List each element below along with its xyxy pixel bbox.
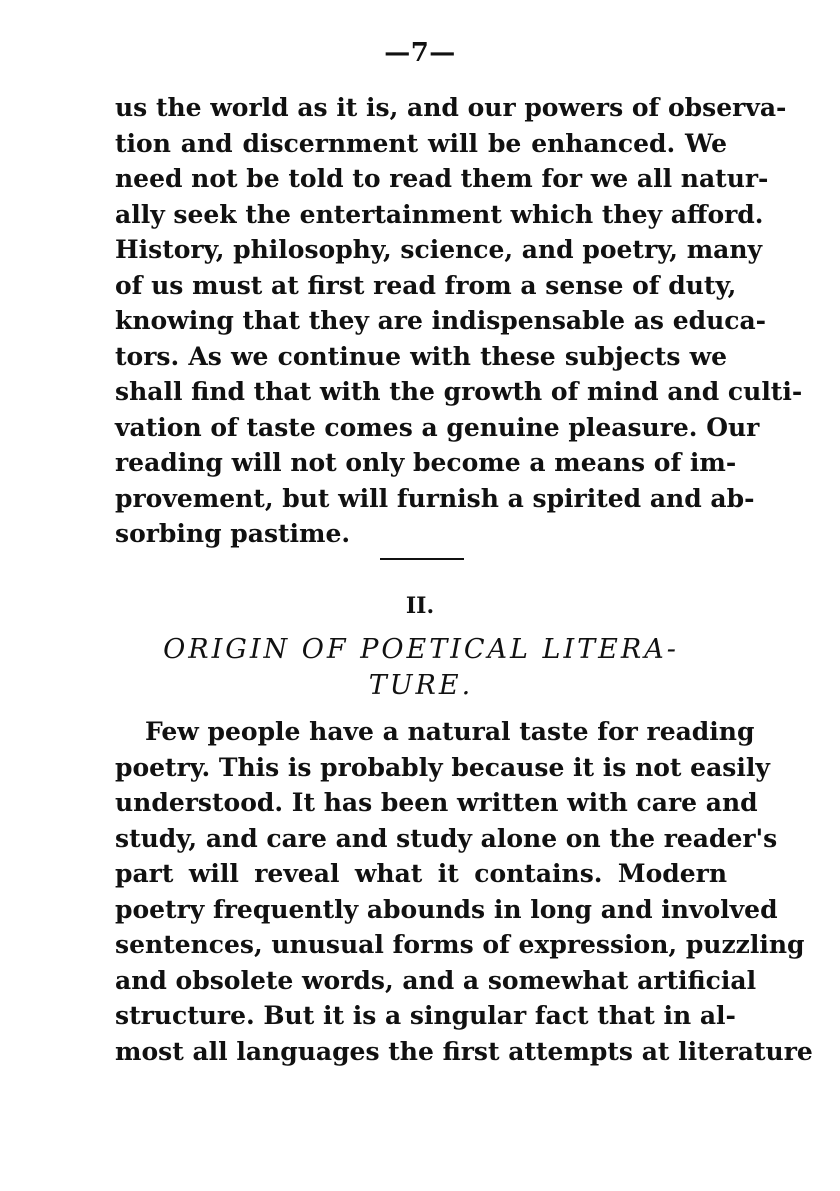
text-line: Few people have a natural taste for reading (145, 717, 755, 746)
text-line: History, philosophy, science, and poetry, many (115, 235, 763, 264)
text-line: sorbing pastime. (115, 519, 351, 548)
section-title-line-1: ORIGIN OF POETICAL LITERA- (163, 634, 679, 665)
text-line: most all languages the first attempts at literature (115, 1036, 813, 1066)
text-line: sentences, unusual forms of expression, puzzling (115, 930, 805, 959)
text-line: reading will not only become a means of im- (115, 448, 737, 477)
text-line: understood. It has been written with care and (115, 788, 758, 817)
text-line: tors. As we continue with these subjects we (115, 341, 727, 371)
paragraph-2 (115, 714, 813, 1069)
text-line: tion and discernment will be enhanced. We (115, 128, 727, 158)
section-number: II. (405, 593, 435, 619)
text-line: vation of taste comes a genuine pleasure. Our (115, 412, 760, 442)
text-line: knowing that they are indispensable as educa- (115, 306, 767, 335)
text-line: structure. But it is a singular fact that in al- (115, 1001, 736, 1030)
text-line: poetry. This is probably because it is not easily (115, 752, 770, 782)
text-line: shall find that with the growth of mind and culti- (115, 377, 803, 406)
text-line: poetry frequently abounds in long and involved (115, 894, 778, 924)
section-divider (380, 558, 464, 560)
text-line: us the world as it is, and our powers of observa- (115, 93, 787, 122)
text-line: of us must at first read from a sense of duty, (115, 270, 737, 300)
section-title-line-2: TURE. (368, 670, 474, 701)
text-line: part will reveal what it contains. Modern (115, 859, 727, 888)
text-line: ally seek the entertainment which they afford. (115, 199, 764, 229)
paragraph-1 (115, 90, 803, 552)
page-number: —7— (384, 38, 456, 68)
text-line: and obsolete words, and a somewhat artificial (115, 965, 757, 995)
text-line: need not be told to read them for we all natur- (115, 164, 769, 193)
text-line: provement, but will furnish a spirited and ab- (115, 483, 755, 513)
section-title (115, 632, 727, 704)
text-line: study, and care and study alone on the reader's (115, 823, 778, 853)
